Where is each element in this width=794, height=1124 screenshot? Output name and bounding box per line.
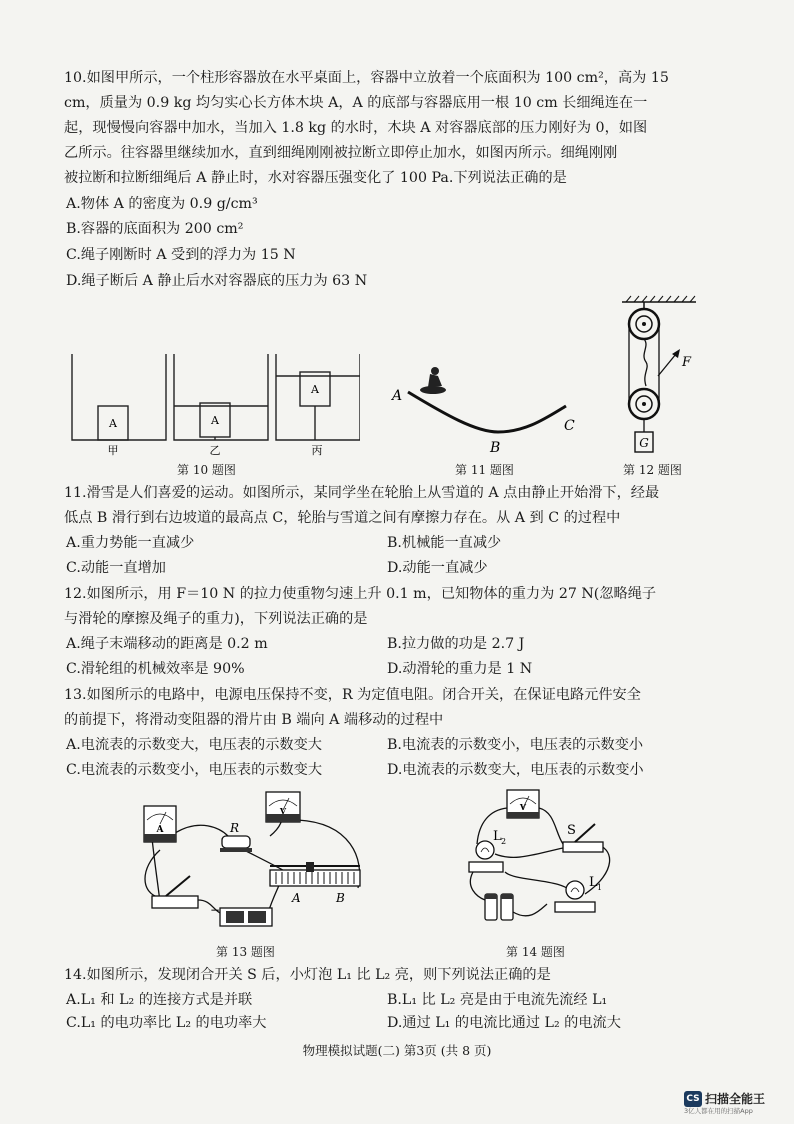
q10-line-3: 起，现慢慢向容器中加水，当加入 1.8 kg 的水时，木块 A 对容器底部的压力刚好为 0，如图: [64, 120, 648, 136]
voltmeter-label: V: [279, 806, 287, 816]
container-jia-label: 甲: [107, 444, 119, 457]
figure-12-caption: 第 12 题图: [623, 463, 682, 477]
scanner-logo-icon: CS: [684, 1091, 702, 1107]
lamp-l2-icon: [469, 829, 506, 872]
q10-line-5: 被拉断和拉断细绳后 A 静止时，水对容器压强变化了 100 Pa.下列说法正确的是: [64, 170, 567, 186]
switch-icon: [563, 823, 603, 852]
q11-line-2: 低点 B 滑行到右边坡道的最高点 C，轮胎与雪道之间有摩擦力存在。从 A 到 C 的过程中: [64, 510, 621, 526]
q11-option-a: A.重力势能一直减少: [66, 535, 195, 551]
q10-option-d: D.绳子断后 A 静止后水对容器底的压力为 63 N: [66, 273, 368, 289]
force-f-label: F: [682, 355, 692, 370]
block-a-label-2: A: [211, 414, 219, 427]
figure-14-caption: 第 14 题图: [506, 945, 565, 959]
point-a-label: A: [392, 388, 403, 404]
q11-option-b: B.机械能一直减少: [387, 535, 502, 551]
scanner-watermark: [684, 1088, 766, 1115]
q14-option-c: C.L₁ 的电功率比 L₂ 的电功率大: [66, 1015, 267, 1031]
ammeter-label: A: [156, 825, 164, 835]
ammeter-icon: [144, 806, 176, 842]
scanner-name: 扫描全能王: [705, 1092, 766, 1106]
block-a-label-1: A: [109, 417, 117, 430]
lamp-l1-subscript: 1: [597, 883, 603, 892]
skier-icon: [420, 367, 446, 394]
q13-line-2: 的前提下，将滑动变阻器的滑片由 B 端向 A 端移动的过程中: [64, 712, 444, 728]
q10-option-b: B.容器的底面积为 200 cm²: [66, 221, 244, 237]
q12-option-d: D.动滑轮的重力是 1 N: [387, 661, 533, 677]
battery-icon: [210, 903, 272, 926]
battery-minus-label: −: [210, 903, 221, 917]
q10-option-a: A.物体 A 的密度为 0.9 g/cm³: [66, 196, 258, 212]
q11-option-c: C.动能一直增加: [66, 560, 166, 576]
q13-line-1: 13.如图所示的电路中，电源电压保持不变，R 为定值电阻。闭合开关，在保证电路元件安全: [64, 687, 641, 703]
rheostat-a-label: A: [292, 891, 301, 905]
q14-option-a: A.L₁ 和 L₂ 的连接方式是并联: [66, 992, 253, 1008]
q12-option-a: A.绳子末端移动的距离是 0.2 m: [66, 636, 268, 652]
q12-option-b: B.拉力做的功是 2.7 J: [387, 636, 525, 652]
q10-line-2: cm，质量为 0.9 kg 均匀实心长方体木块 A，A 的底部与容器底用一根 10 cm 长细绳连在一: [64, 95, 648, 111]
q14-line-1: 14.如图所示，发现闭合开关 S 后，小灯泡 L₁ 比 L₂ 亮，则下列说法正确的是: [64, 967, 551, 983]
q10-line-1: 10.如图甲所示，一个柱形容器放在水平桌面上，容器中立放着一个底面积为 100 cm²，高为 15: [64, 70, 669, 86]
figure-12-pulley: [614, 294, 704, 458]
container-yi-label: 乙: [209, 444, 221, 457]
lamp-l2-subscript: 2: [501, 837, 507, 846]
voltmeter-icon: [266, 792, 300, 822]
lamp-l1-icon: [555, 875, 602, 912]
block-a-label-3: A: [311, 383, 319, 396]
q11-line-1: 11.滑雪是人们喜爱的运动。如图所示，某同学坐在轮胎上从雪道的 A 点由静止开始滑下，经最: [64, 485, 660, 501]
rheostat-icon: [270, 862, 360, 905]
weight-g-label: G: [639, 436, 649, 450]
figure-14-circuit: [455, 782, 635, 934]
figure-13-caption: 第 13 题图: [216, 945, 275, 959]
lamp-l2-label: L: [493, 829, 502, 844]
q14-option-b: B.L₁ 比 L₂ 亮是由于电流先流经 L₁: [387, 992, 608, 1008]
resistor-label: R: [230, 821, 240, 835]
container-bing-label: 丙: [311, 444, 323, 457]
q12-option-c: C.滑轮组的机械效率是 90%: [66, 661, 245, 677]
voltmeter-label-14: V: [519, 802, 527, 812]
figure-10-containers: [60, 348, 360, 458]
q10-option-c: C.绳子刚断时 A 受到的浮力为 15 N: [66, 247, 296, 263]
figure-10-caption: 第 10 题图: [177, 463, 236, 477]
voltmeter-icon: [507, 790, 539, 818]
point-b-label: B: [490, 440, 501, 456]
point-c-label: C: [564, 418, 575, 434]
scanner-tagline: 3亿人都在用的扫描App: [684, 1107, 753, 1115]
q12-line-2: 与滑轮的摩擦及绳子的重力)，下列说法正确的是: [64, 611, 368, 627]
q13-option-b: B.电流表的示数变小，电压表的示数变小: [387, 737, 644, 753]
q10-line-4: 乙所示。往容器里继续加水，直到细绳刚刚被拉断立即停止加水，如图丙所示。细绳刚刚: [64, 145, 618, 161]
figure-11-ski-slope: [386, 360, 586, 460]
q13-option-a: A.电流表的示数变大，电压表的示数变大: [66, 737, 322, 753]
battery-pack-icon: [485, 894, 513, 920]
q13-option-c: C.电流表的示数变小，电压表的示数变大: [66, 762, 323, 778]
q12-line-1: 12.如图所示，用 F＝10 N 的拉力使重物匀速上升 0.1 m，已知物体的重力为 27 N(忽略绳子: [64, 586, 657, 602]
lamp-l1-label: L: [589, 875, 598, 890]
q13-option-d: D.电流表的示数变大，电压表的示数变小: [387, 762, 644, 778]
figure-13-circuit: [120, 788, 380, 938]
page-footer: 物理模拟试题(二) 第3页 (共 8 页): [302, 1043, 492, 1058]
rheostat-b-label: B: [336, 891, 345, 905]
figure-11-caption: 第 11 题图: [455, 463, 514, 477]
resistor-icon: [220, 821, 252, 852]
q14-option-d: D.通过 L₁ 的电流比通过 L₂ 的电流大: [387, 1015, 621, 1031]
switch-s-label: S: [567, 823, 576, 838]
q11-option-d: D.动能一直减少: [387, 560, 488, 576]
